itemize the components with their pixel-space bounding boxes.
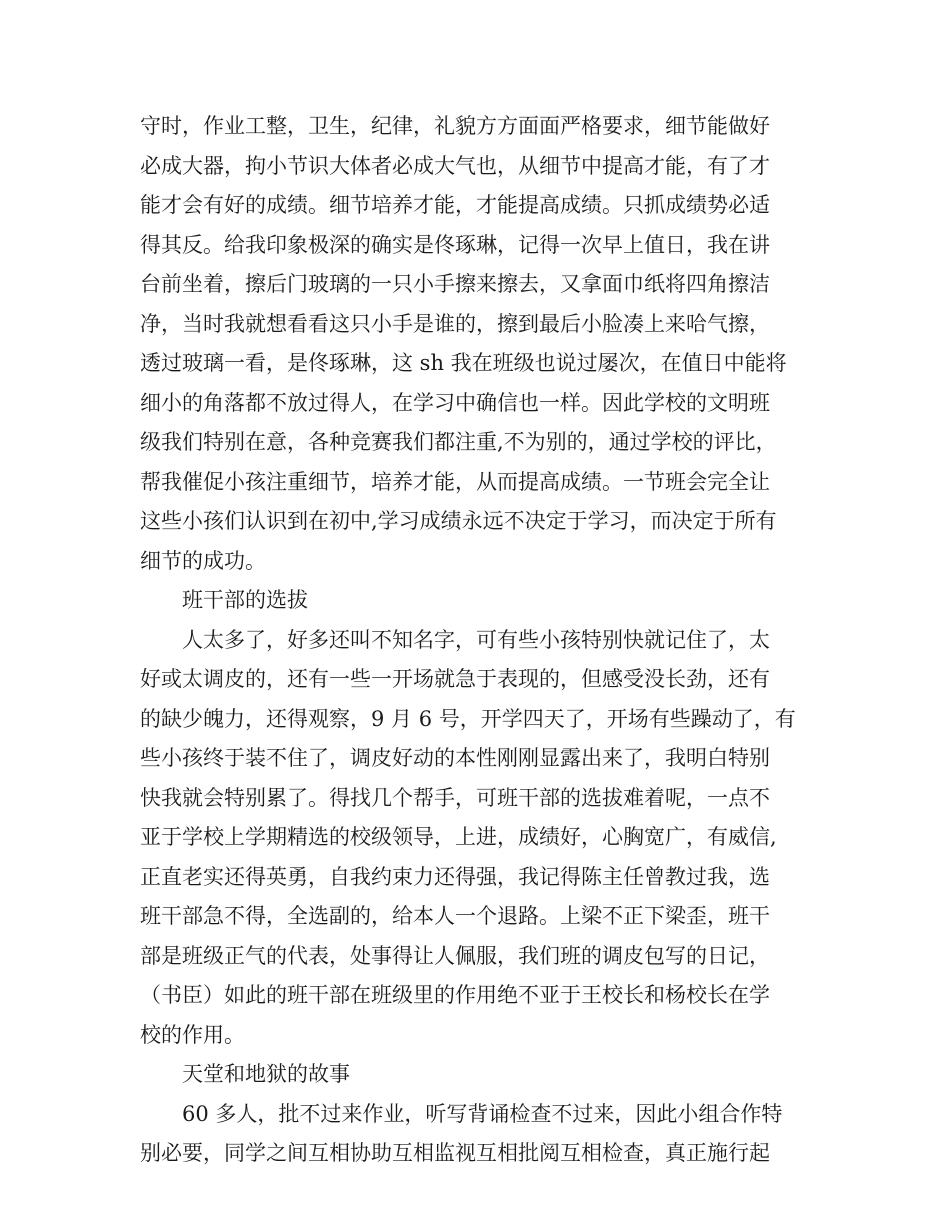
text-line: 校的作用。: [140, 1022, 245, 1047]
text-line: （书臣）如此的班干部在班级里的作用绝不亚于王校长和杨校长在学: [140, 983, 770, 1007]
text-line: 帮我催促小孩注重细节，培养才能，从而提高成绩。一节班会完全让: [140, 469, 770, 494]
text-line: 人太多了，好多还叫不知名字，可有些小孩特别快就记住了，太: [182, 627, 770, 652]
document-body: [140, 107, 820, 1174]
text-line: 细节的成功。: [140, 548, 266, 573]
text-line: 别必要，同学之间互相协助互相监视互相批阅互相检查，真正施行起: [140, 1141, 770, 1165]
text-line: 级我们特别在意，各种竞赛我们都注重,不为别的，通过学校的评比，: [140, 430, 777, 454]
text-line: 能才会有好的成绩。细节培养才能，才能提高成绩。只抓成绩势必适: [140, 193, 770, 217]
text-line: 台前坐着，擦后门玻璃的一只小手擦来擦去，又拿面巾纸将四角擦洁: [140, 272, 770, 296]
text-line: 的缺少魄力，还得观察，9 月 6 号，开学四天了，开场有些躁动了，有: [140, 706, 796, 731]
text-line: 透过玻璃一看，是佟琢琳，这 sh 我在班级也说过屡次，在值日中能将: [140, 351, 787, 375]
text-line: 必成大器，拘小节识大体者必成大气也，从细节中提高才能，有了才: [140, 153, 770, 178]
text-line: 些小孩终于装不住了，调皮好动的本性刚刚显露出来了，我明白特别: [140, 746, 770, 770]
text-line: 守时，作业工整，卫生，纪律，礼貌方方面面严格要求，细节能做好: [140, 114, 770, 138]
text-line: 亚于学校上学期精选的校级领导，上进，成绩好，心胸宽广，有威信,: [140, 825, 777, 849]
section-heading: 天堂和地狱的故事: [182, 1062, 350, 1086]
text-line: 好或太调皮的，还有一些一开场就急于表现的，但感受没长劲，还有: [140, 667, 770, 691]
text-line: 得其反。给我印象极深的确实是佟琢琳，记得一次早上值日，我在讲: [140, 232, 770, 257]
text-line: 净，当时我就想看看这只小手是谁的，擦到最后小脸凑上来哈气擦，: [140, 311, 770, 336]
text-line: 60 多人，批不过来作业，听写背诵检查不过来，因此小组合作特: [182, 1101, 783, 1126]
text-line: 快我就会特别累了。得找几个帮手，可班干部的选拔难着呢，一点不: [140, 785, 770, 810]
text-line: 细小的角落都不放过得人，在学习中确信也一样。因此学校的文明班: [140, 390, 770, 415]
text-line: 班干部急不得，全选副的，给本人一个退路。上梁不正下梁歪，班干: [140, 904, 770, 928]
text-line: 正直老实还得英勇，自我约束力还得强，我记得陈主任曾教过我，选: [140, 864, 770, 889]
section-heading: 班干部的选拔: [182, 588, 308, 612]
text-line: 这些小孩们认识到在初中,学习成绩永远不决定于学习，而决定于所有: [140, 509, 777, 533]
text-line: 部是班级正气的代表，处事得让人佩服，我们班的调皮包写的日记，: [140, 943, 770, 968]
